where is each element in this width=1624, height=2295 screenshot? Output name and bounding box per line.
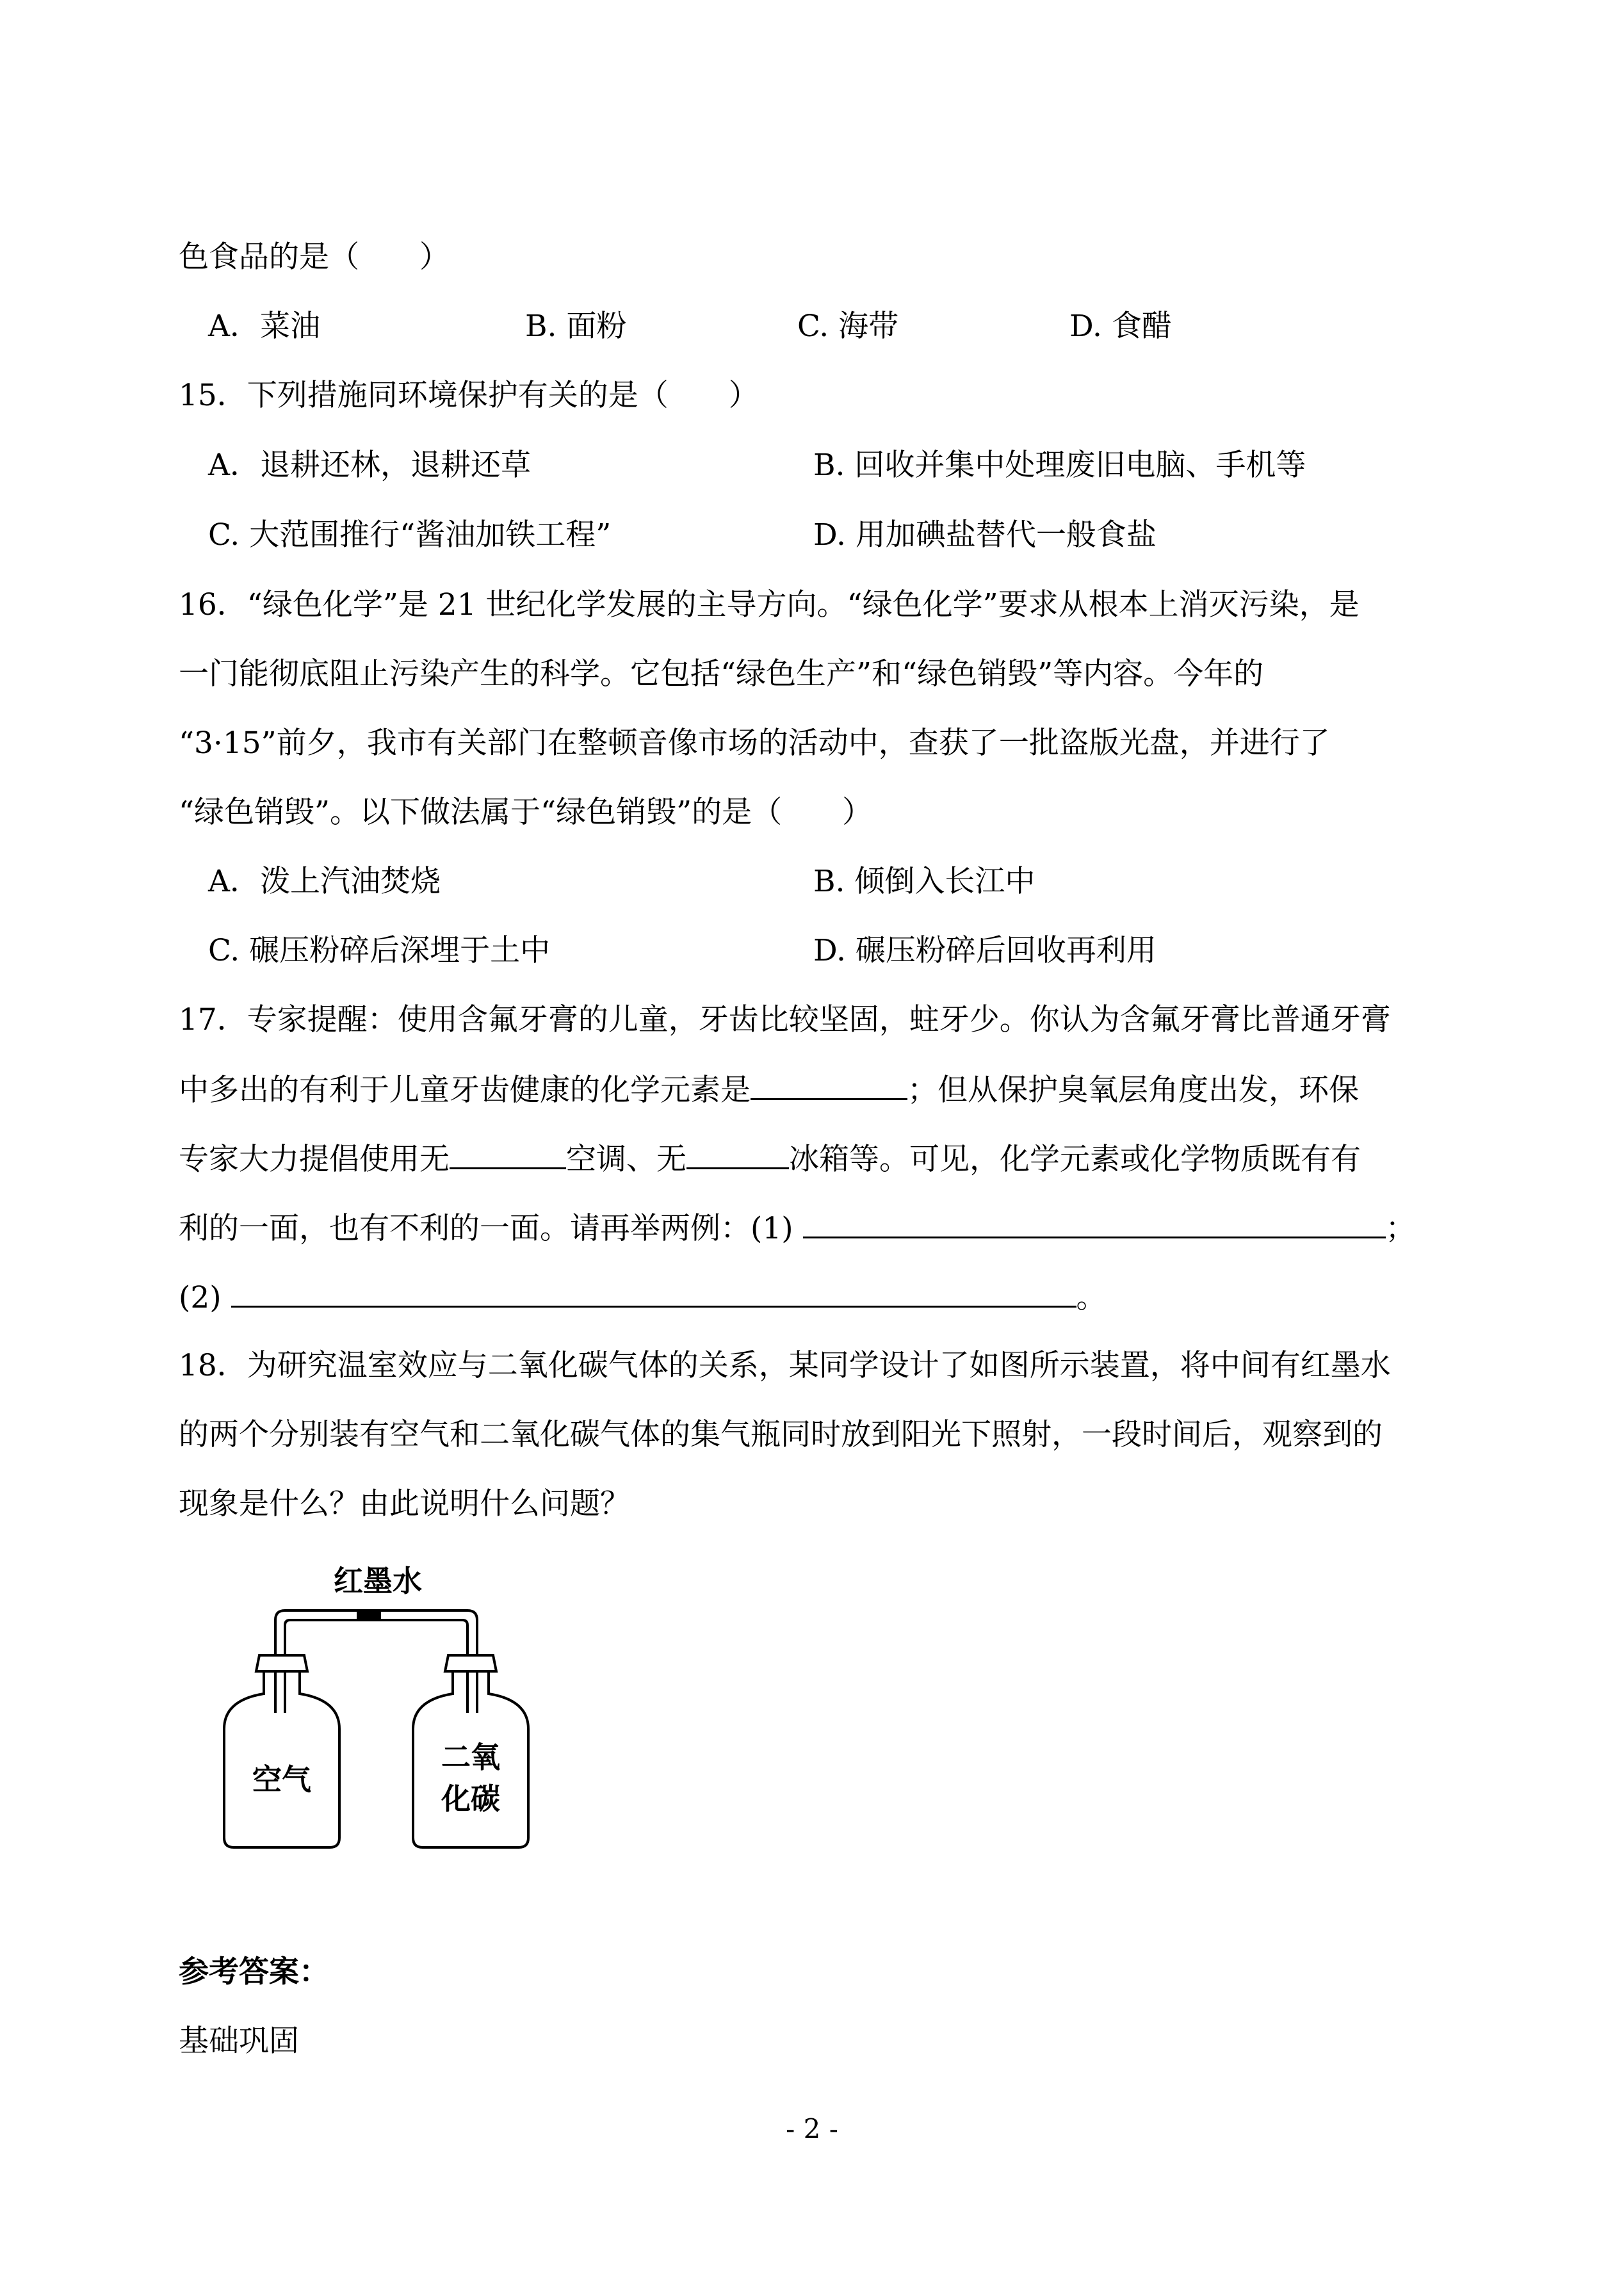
figure-label-red-ink: 红墨水: [334, 1564, 422, 1598]
q14-option-a: A．菜油: [208, 309, 320, 344]
q17-line-1: 17．专家提醒：使用含氟牙膏的儿童，牙齿比较坚固，蛀牙少。你认为含氟牙膏比普通牙膏: [179, 1002, 1391, 1037]
q15-option-a: A．退耕还林，退耕还草: [208, 448, 531, 483]
q17-line-5-text-a: (2): [179, 1280, 222, 1315]
q17-line-5-text-b: 。: [1076, 1280, 1107, 1315]
answer-blank-substance-2: [686, 1139, 789, 1169]
q17-line-2-text-a: 中多出的有利于儿童牙齿健康的化学元素是: [179, 1073, 751, 1108]
q17-line-5: [179, 1277, 1107, 1317]
q18-line-3: 现象是什么？由此说明什么问题？: [179, 1486, 630, 1521]
q16-line-4: “绿色销毁”。以下做法属于“绿色销毁”的是（ ）: [179, 795, 873, 830]
q16-line-2: 一门能彻底阻止污染产生的科学。它包括“绿色生产”和“绿色销毁”等内容。今年的: [179, 656, 1264, 692]
q16-option-b: B. 倾倒入长江中: [813, 864, 1035, 899]
q14-option-d: D. 食醋: [1069, 309, 1172, 344]
q17-line-2: [179, 1070, 1359, 1110]
q17-line-3-text-c: 冰箱等。可见，化学元素或化学物质既有有: [789, 1142, 1361, 1177]
apparatus-figure: [211, 1562, 570, 1857]
q17-line-4-text-a: 利的一面，也有不利的一面。请再举两例：(1): [179, 1211, 793, 1246]
answer-blank-substance-1: [450, 1139, 566, 1169]
q15-option-d: D. 用加碘盐替代一般食盐: [813, 517, 1157, 553]
q17-line-4-text-b: ；: [1385, 1211, 1416, 1246]
q18-line-2: 的两个分别装有空气和二氧化碳气体的集气瓶同时放到阳光下照射，一段时间后，观察到的: [179, 1417, 1383, 1452]
q17-line-3-text-b: 空调、无: [566, 1142, 686, 1177]
right-bottle-label-line-1: 二氧: [441, 1740, 500, 1774]
q14-option-b: B. 面粉: [525, 309, 627, 344]
q17-line-2-text-b: ；但从保护臭氧层角度出发，环保: [907, 1073, 1359, 1108]
q15-option-c: C. 大范围推行“酱油加铁工程”: [208, 517, 612, 553]
q16-line-3: “3·15”前夕，我市有关部门在整顿音像市场的活动中，查获了一批盗版光盘，并进行了: [179, 726, 1330, 761]
left-bottle-label: 空气: [252, 1762, 311, 1797]
q16-option-d: D. 碾压粉碎后回收再利用: [813, 933, 1157, 968]
q14-option-c: C. 海带: [797, 309, 899, 344]
answer-blank-example-2: [231, 1277, 1076, 1308]
answer-blank-element: [751, 1070, 907, 1100]
q17-line-3: [179, 1139, 1361, 1179]
answers-subheading: 基础巩固: [179, 2023, 299, 2059]
q15-stem: 15．下列措施同环境保护有关的是（ ）: [179, 378, 759, 413]
q16-option-c: C. 碾压粉碎后深埋于土中: [208, 933, 551, 968]
right-bottle-label-line-2: 化碳: [441, 1781, 500, 1816]
q17-line-4: [179, 1208, 1416, 1248]
q16-option-a: A．泼上汽油焚烧: [208, 864, 441, 899]
page-number: - 2 -: [786, 2113, 838, 2145]
q17-line-3-text-a: 专家大力提倡使用无: [179, 1142, 450, 1177]
q15-option-b: B. 回收并集中处理废旧电脑、手机等: [813, 448, 1306, 483]
answers-heading: 参考答案：: [179, 1954, 329, 1990]
red-ink-drop: [357, 1610, 381, 1621]
q18-line-1: 18．为研究温室效应与二氧化碳气体的关系，某同学设计了如图所示装置，将中间有红墨水: [179, 1348, 1391, 1383]
left-bottle: [224, 1655, 339, 1847]
q16-line-1: 16．“绿色化学”是 21 世纪化学发展的主导方向。“绿色化学”要求从根本上消灭污染，是: [179, 587, 1360, 622]
answer-blank-example-1: [803, 1208, 1386, 1238]
q14-tail: 色食品的是（ ）: [179, 239, 450, 275]
